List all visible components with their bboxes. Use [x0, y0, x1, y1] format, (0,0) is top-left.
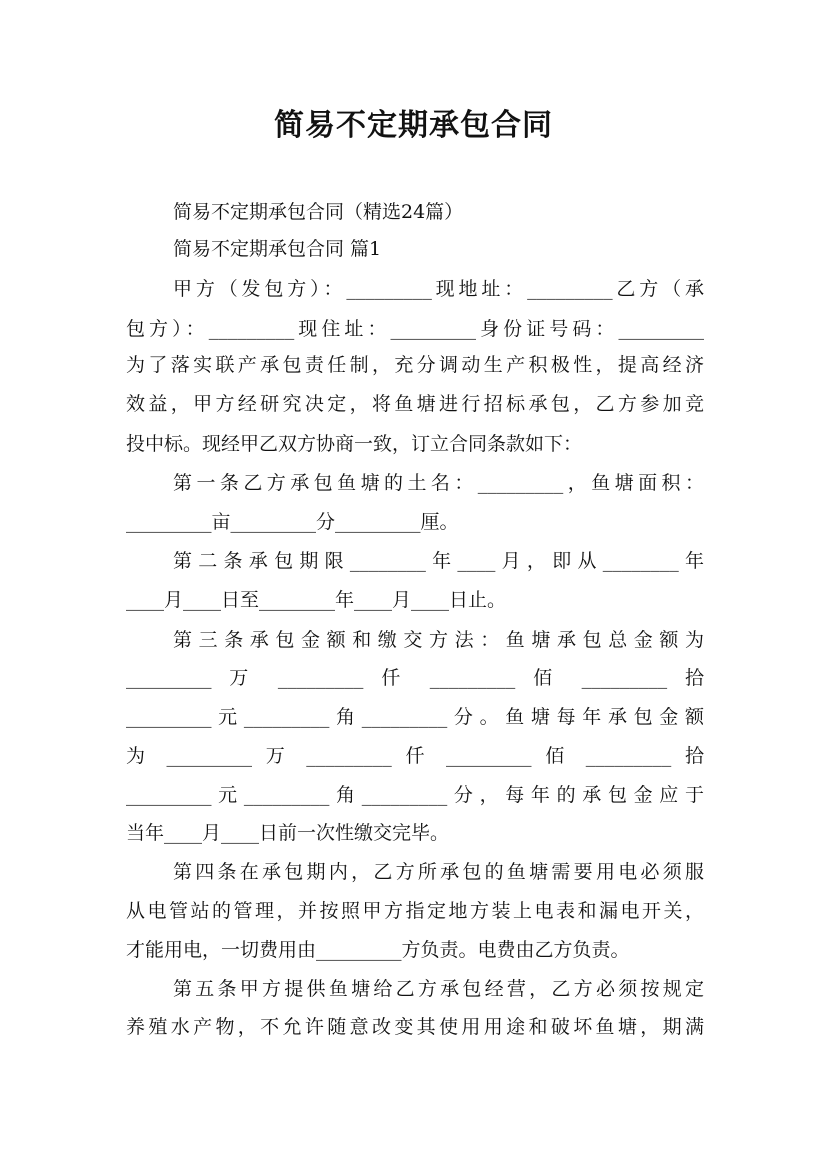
paragraph-line: 第二条承包期限________年____月，即从________年 [173, 550, 704, 572]
paragraph-line: ____月____日至________年____月____日止。 [126, 589, 507, 611]
paragraph-line: 第一条乙方承包鱼塘的土名：_________，鱼塘面积： [173, 472, 704, 494]
paragraph-line: 才能用电，一切费用由_________方负责。电费由乙方负责。 [126, 939, 630, 961]
paragraph-line: 效益，甲方经研究决定，将鱼塘进行招标承包，乙方参加竞 [126, 393, 704, 415]
paragraph-line: 投中标。现经甲乙双方协商一致，订立合同条款如下： [126, 433, 583, 455]
paragraph-line: 第四条在承包期内，乙方所承包的鱼塘需要用电必须服 [173, 861, 704, 883]
subtitle-line: 简易不定期承包合同（精选24篇） [173, 201, 464, 223]
paragraph-line: _________元_________角_________分，每年的承包金应于 [126, 784, 704, 806]
paragraph-line: 从电管站的管理，并按照甲方指定地方装上电表和漏电开关， [126, 900, 704, 922]
paragraph-line: 甲方（发包方）：_________现地址：_________乙方（承 [173, 278, 704, 300]
document-title: 简易不定期承包合同 [274, 108, 553, 143]
paragraph-line: 为了落实联产承包责任制，充分调动生产积极性，提高经济 [126, 354, 704, 376]
paragraph-line: 第五条甲方提供鱼塘给乙方承包经营，乙方必须按规定 [173, 978, 704, 1000]
paragraph-line: 第三条承包金额和缴交方法：鱼塘承包总金额为 [173, 629, 704, 651]
paragraph-line: _________亩_________分_________厘。 [126, 511, 459, 533]
paragraph-line: 当年____月____日前一次性缴交完毕。 [126, 822, 450, 844]
paragraph-line: _________元_________角_________分。鱼塘每年承包金额 [126, 706, 704, 728]
paragraph-line: 为 _________ 万 _________ 仟 _________ 佰 _________ 拾 [126, 745, 704, 767]
paragraph-line: 包方）：_________现住址：_________身份证号码：_________ [126, 318, 704, 340]
paragraph-line: 养殖水产物，不允许随意改变其使用用途和破坏鱼塘，期满 [126, 1016, 704, 1038]
section-heading: 简易不定期承包合同 篇1 [173, 238, 382, 260]
paragraph-line: _________ 万 _________ 仟 _________ 佰 _________ 拾 [126, 667, 704, 689]
